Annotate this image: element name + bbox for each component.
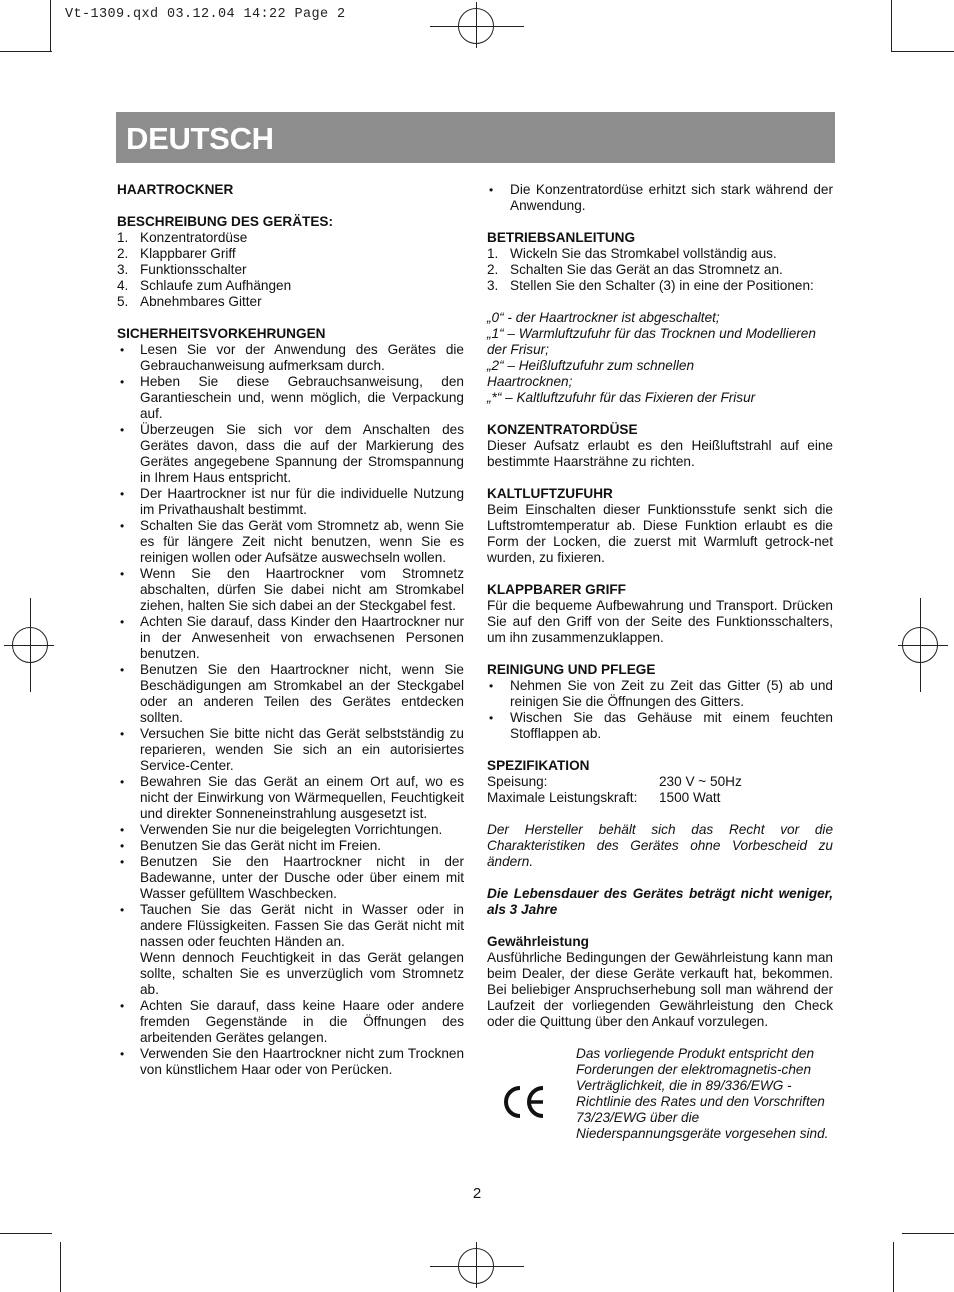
spec-row-power-supply: Speisung: 230 V ~ 50Hz (487, 774, 742, 789)
print-slug: Vt-1309.qxd 03.12.04 14:22 Page 2 (65, 7, 346, 22)
safety-continuation: Wenn dennoch Feuchtigkeit in das Gerät gelangen sollte, schalten Sie es unverzüglich vom Stromnetz ab. (140, 950, 464, 997)
list-item: • Nehmen Sie von Zeit zu Zeit das Gitter (5) ab und reinigen Sie die Öffnungen des Gitters. (487, 678, 833, 710)
list-item: • Überzeugen Sie sich vor dem Anschalten des Gerätes davon, dass die auf der Markierung des Gerätes angegebene Spannung der Stromspannung in Ihrem Haus entspricht. (117, 422, 464, 486)
list-item: • Tauchen Sie das Gerät nicht in Wasser oder in andere Flüssigkeiten. Fassen Sie das Gerät nicht mit nassen oder feuchten Händen an. (117, 902, 464, 950)
crop-mark (893, 1242, 894, 1292)
list-item: • Verwenden Sie nur die beigelegten Vorrichtungen. (117, 822, 464, 838)
language-banner (116, 112, 835, 163)
product-title: HAARTROCKNER (117, 182, 234, 197)
list-item: • Der Haartrockner ist nur für die individuelle Nutzung im Privathaushalt bestimmt. (117, 486, 464, 518)
parts-list (117, 230, 464, 310)
list-item: • Wenn Sie den Haartrockner vom Stromnetz abschalten, dürfen Sie dabei nicht am Stromkabel ziehen, halten Sie sich dabei an der Steckgabel fest. (117, 566, 464, 614)
list-item: • Wischen Sie das Gehäuse mit einem feuchten Stofflappen ab. (487, 710, 833, 742)
switch-position-2: „2“ – Heißluftzufuhr zum schnellen Haartrocknen; (487, 358, 695, 389)
list-item: • Benutzen Sie den Haartrockner nicht in der Badewanne, unter der Dusche oder über einem mit Wasser gefülltem Waschbecken. (117, 854, 464, 902)
lifetime-note: Die Lebensdauer des Gerätes beträgt nicht weniger, als 3 Jahre (487, 886, 833, 917)
list-item: • Verwenden Sie den Haartrockner nicht zum Trocknen von künstlichem Haar oder von Perücken. (117, 1046, 464, 1078)
right-column (487, 182, 833, 1158)
list-item: • Heben Sie diese Gebrauchsanweisung, den Garantieschein und, wenn möglich, die Verpackung auf. (117, 374, 464, 422)
crop-mark (891, 0, 892, 52)
list-item: • Die Konzentratordüse erhitzt sich stark während der Anwendung. (487, 182, 833, 214)
list-item: • Versuchen Sie bitte nicht das Gerät selbstständig zu reparieren, wenden Sie sich an ein autorisiertes Service-Center. (117, 726, 464, 774)
list-item: • Lesen Sie vor der Anwendung des Gerätes die Gebrauchanweisung aufmerksam durch. (117, 342, 464, 374)
cleaning-list (487, 678, 833, 742)
ce-mark-icon (501, 1082, 547, 1122)
coldair-heading: KALTLUFTZUFUHR (487, 486, 613, 501)
operation-heading: BETRIEBSANLEITUNG (487, 230, 636, 245)
list-item: 2. Klappbarer Griff (117, 246, 236, 261)
list-item: 3. Funktionsschalter (117, 262, 247, 277)
list-item: • Benutzen Sie das Gerät nicht im Freien. (117, 838, 464, 854)
list-item: 3. Stellen Sie den Schalter (3) in eine der Positionen: (487, 278, 814, 293)
list-item: 1. Konzentratordüse (117, 230, 248, 245)
list-item: • Bewahren Sie das Gerät an einem Ort auf, wo es nicht der Einwirkung von Wärmequellen, Feuchtigkeit und direkter Sonneneinstrahlung ausgesetzt ist. (117, 774, 464, 822)
banner-title: DEUTSCH (126, 121, 274, 156)
list-item: 2. Schalten Sie das Gerät an das Stromnetz an. (487, 262, 783, 277)
safety-heading: SICHERHEITSVORKEHRUNGEN (117, 326, 326, 341)
crop-mark (50, 0, 51, 52)
operation-steps (487, 246, 833, 294)
crop-mark (0, 51, 52, 52)
switch-position-cold: „*“ – Kaltluftzufuhr für das Fixieren der Frisur (487, 390, 756, 405)
coldair-text: Beim Einschalten dieser Funktionsstufe senkt sich die Luftstromtemperatur ab. Diese Funktion erlaubt es die Form der Locken, die zuerst mit Warmluft getrock-net wurden, zu fixieren. (487, 502, 833, 565)
warranty-heading: Gewährleistung (487, 934, 589, 949)
list-item: • Achten Sie darauf, dass keine Haare oder andere fremden Gegenstände in die Öffnungen des arbeitenden Gerätes gelangen. (117, 998, 464, 1046)
crop-mark (902, 1233, 954, 1234)
top-bullet-list (487, 182, 833, 214)
safety-list (117, 342, 464, 950)
list-item: • Benutzen Sie den Haartrockner nicht, wenn Sie Beschädigungen am Stromkabel an der Steckgabel oder an anderen Teilen des Gerätes entdecken sollten. (117, 662, 464, 726)
left-column (117, 182, 464, 1078)
list-item: 5. Abnehmbares Gitter (117, 294, 262, 309)
list-item: 1. Wickeln Sie das Stromkabel vollständig aus. (487, 246, 777, 261)
switch-position-0: „0“ - der Haartrockner ist abgeschaltet; (487, 310, 720, 325)
handle-text: Für die bequeme Aufbewahrung und Transport. Drücken Sie auf den Griff von der Seite des Funktionsschalters, um ihn zusammenzuklappen. (487, 598, 833, 645)
handle-heading: KLAPPBARER GRIFF (487, 582, 626, 597)
description-heading: BESCHREIBUNG DES GERÄTES: (117, 214, 334, 229)
spec-heading: SPEZIFIKATION (487, 758, 590, 773)
manufacturer-note: Der Hersteller behält sich das Recht vor die Charakteristiken des Gerätes ohne Vorbescheid zu ändern. (487, 822, 833, 869)
warranty-text: Ausführliche Bedingungen der Gewährleistung kann man beim Dealer, der diese Geräte verkauft hat, bekommen. Bei beliebiger Anspruchserhebung soll man während der Laufzeit der vorliegenden Gewährleistung den Check oder die Quittung über den Ankauf vorzulegen. (487, 950, 833, 1029)
page-number: 2 (472, 1185, 482, 1202)
list-item: 4. Schlaufe zum Aufhängen (117, 278, 292, 293)
cleaning-heading: REINIGUNG UND PFLEGE (487, 662, 656, 677)
concentrator-heading: KONZENTRATORDÜSE (487, 422, 638, 437)
crop-mark (0, 1233, 52, 1234)
crop-mark (891, 51, 954, 52)
list-item: • Achten Sie darauf, dass Kinder den Haartrockner nur in der Anwesenheit von erwachsenen Personen benutzen. (117, 614, 464, 662)
ce-compliance-block (487, 1046, 833, 1158)
switch-position-1: „1“ – Warmluftzufuhr für das Trocknen und Modellieren der Frisur; (487, 326, 816, 357)
safety-list-continued (117, 998, 464, 1078)
ce-compliance-text: Das vorliegende Produkt entspricht den Forderungen der elektromagnetis-chen Verträglichkeit, die in 89/336/EWG -Richtlinie des Rates und den Vorschriften 73/23/EWG über die Niederspannungsgeräte vorgesehen sind. (576, 1046, 829, 1141)
spec-row-max-power: Maximale Leistungskraft: 1500 Watt (487, 790, 721, 805)
crop-mark (60, 1242, 61, 1292)
list-item: • Schalten Sie das Gerät vom Stromnetz ab, wenn Sie es für längere Zeit nicht benutzen, wenn Sie es reinigen wollen oder Aufsätze auswechseln wollen. (117, 518, 464, 566)
concentrator-text: Dieser Aufsatz erlaubt es den Heißluftstrahl auf eine bestimmte Haarsträhne zu richten. (487, 438, 833, 469)
